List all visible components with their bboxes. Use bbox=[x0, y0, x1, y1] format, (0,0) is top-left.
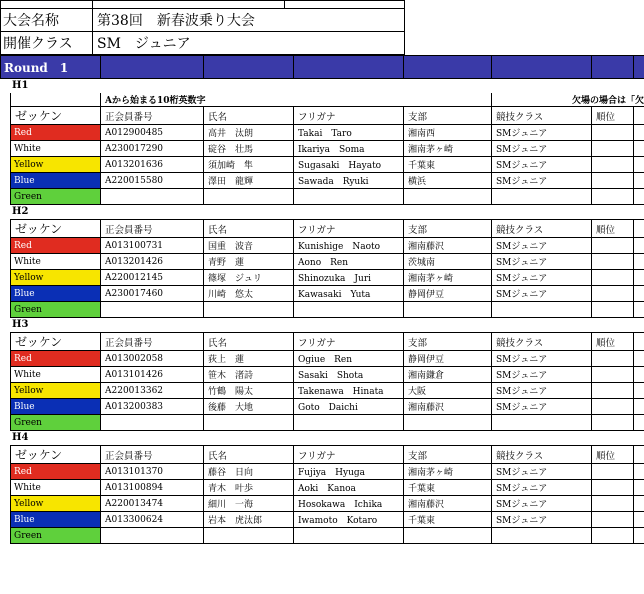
extra-cell bbox=[634, 480, 644, 496]
branch-cell bbox=[404, 302, 492, 318]
table-row bbox=[11, 399, 644, 415]
member-no-cell: A230017290 bbox=[101, 141, 204, 157]
table-row bbox=[11, 528, 644, 544]
name-cell bbox=[204, 528, 294, 544]
header-class: 競技クラス bbox=[492, 107, 592, 125]
table-row bbox=[11, 141, 644, 157]
branch-cell bbox=[404, 528, 492, 544]
member-no-cell: A013100894 bbox=[101, 480, 204, 496]
class-cell: SMジュニア bbox=[492, 141, 592, 157]
branch-cell: 湘南藤沢 bbox=[404, 496, 492, 512]
header-branch: 支部 bbox=[404, 446, 492, 464]
branch-cell: 横浜 bbox=[404, 173, 492, 189]
member-no-cell: A220015580 bbox=[101, 173, 204, 189]
table-row bbox=[11, 125, 644, 141]
class-cell: SMジュニア bbox=[492, 270, 592, 286]
zekken-red: Red bbox=[11, 464, 101, 480]
table-row bbox=[11, 415, 644, 431]
top-empty-cell-1 bbox=[1, 1, 93, 9]
furigana-cell: Fujiya Hyuga bbox=[294, 464, 404, 480]
class-cell bbox=[492, 302, 592, 318]
extra-cell bbox=[634, 189, 644, 205]
furigana-cell: Aoki Kanoa bbox=[294, 480, 404, 496]
name-cell: 後藤 大地 bbox=[204, 399, 294, 415]
header-name: 氏名 bbox=[204, 220, 294, 238]
class-cell: SMジュニア bbox=[492, 254, 592, 270]
branch-cell: 千葉東 bbox=[404, 157, 492, 173]
rank-cell bbox=[592, 512, 634, 528]
zekken-red: Red bbox=[11, 238, 101, 254]
branch-cell: 湘南西 bbox=[404, 125, 492, 141]
member-no-cell: A220013474 bbox=[101, 496, 204, 512]
class-cell: SMジュニア bbox=[492, 286, 592, 302]
class-cell: SMジュニア bbox=[492, 351, 592, 367]
table-row bbox=[11, 383, 644, 399]
event-name-label: 大会名称 bbox=[1, 9, 93, 32]
event-class-row bbox=[1, 32, 405, 55]
class-cell bbox=[492, 415, 592, 431]
zekken-green: Green bbox=[11, 528, 101, 544]
member-no-cell: A230017460 bbox=[101, 286, 204, 302]
table-row bbox=[11, 270, 644, 286]
member-no-cell bbox=[101, 528, 204, 544]
table-row bbox=[11, 512, 644, 528]
header-zekken: ゼッケン bbox=[11, 107, 101, 125]
name-cell: 須加崎 隼 bbox=[204, 157, 294, 173]
rank-cell bbox=[592, 173, 634, 189]
header-rank: 順位 bbox=[592, 107, 634, 125]
class-cell: SMジュニア bbox=[492, 512, 592, 528]
name-cell bbox=[204, 302, 294, 318]
branch-cell: 湘南藤沢 bbox=[404, 399, 492, 415]
member-no-cell: A013300624 bbox=[101, 512, 204, 528]
round-bar-cell bbox=[592, 56, 634, 79]
rank-cell bbox=[592, 125, 634, 141]
furigana-cell: Sasaki Shota bbox=[294, 367, 404, 383]
header-class: 競技クラス bbox=[492, 446, 592, 464]
class-cell: SMジュニア bbox=[492, 496, 592, 512]
rank-cell bbox=[592, 157, 634, 173]
name-cell: 岩本 虎汰郎 bbox=[204, 512, 294, 528]
extra-cell bbox=[634, 399, 644, 415]
table-row bbox=[11, 496, 644, 512]
header-branch: 支部 bbox=[404, 107, 492, 125]
extra-cell bbox=[634, 528, 644, 544]
furigana-cell bbox=[294, 415, 404, 431]
class-cell: SMジュニア bbox=[492, 238, 592, 254]
header-branch: 支部 bbox=[404, 220, 492, 238]
branch-cell: 静岡伊豆 bbox=[404, 351, 492, 367]
header-furigana: フリガナ bbox=[294, 220, 404, 238]
furigana-cell: Goto Daichi bbox=[294, 399, 404, 415]
heat-header-row bbox=[11, 107, 644, 125]
furigana-cell bbox=[294, 302, 404, 318]
name-cell: 藤谷 日向 bbox=[204, 464, 294, 480]
zekken-red: Red bbox=[11, 351, 101, 367]
member-no-cell: A220012145 bbox=[101, 270, 204, 286]
class-cell: SMジュニア bbox=[492, 464, 592, 480]
branch-cell: 湘南茅ヶ崎 bbox=[404, 464, 492, 480]
furigana-cell: Sugasaki Hayato bbox=[294, 157, 404, 173]
heat-label: H3 bbox=[12, 319, 29, 330]
rank-cell bbox=[592, 141, 634, 157]
heat-label: H2 bbox=[12, 206, 29, 217]
member-no-cell: A013101426 bbox=[101, 367, 204, 383]
rank-cell bbox=[592, 496, 634, 512]
table-row bbox=[11, 189, 644, 205]
zekken-blue: Blue bbox=[11, 286, 101, 302]
extra-cell bbox=[634, 286, 644, 302]
zekken-blue: Blue bbox=[11, 512, 101, 528]
rank-cell bbox=[592, 367, 634, 383]
zekken-yellow: Yellow bbox=[11, 383, 101, 399]
table-row bbox=[11, 286, 644, 302]
rank-cell bbox=[592, 383, 634, 399]
branch-cell bbox=[404, 189, 492, 205]
table-row bbox=[11, 157, 644, 173]
table-row bbox=[11, 464, 644, 480]
header-member-no: 正会員番号 bbox=[101, 107, 204, 125]
class-cell: SMジュニア bbox=[492, 157, 592, 173]
zekken-white: White bbox=[11, 254, 101, 270]
extra-cell bbox=[634, 270, 644, 286]
heat-table bbox=[10, 332, 644, 431]
rank-cell bbox=[592, 286, 634, 302]
member-no-cell bbox=[101, 302, 204, 318]
extra-cell bbox=[634, 141, 644, 157]
heat-label: H1 bbox=[12, 80, 29, 91]
extra-cell bbox=[634, 415, 644, 431]
member-no-cell: A012900485 bbox=[101, 125, 204, 141]
rank-cell bbox=[592, 270, 634, 286]
branch-cell: 湘南藤沢 bbox=[404, 238, 492, 254]
furigana-cell: Shinozuka Juri bbox=[294, 270, 404, 286]
member-no-cell bbox=[101, 415, 204, 431]
zekken-white: White bbox=[11, 141, 101, 157]
extra-cell bbox=[634, 367, 644, 383]
header-name: 氏名 bbox=[204, 107, 294, 125]
top-empty-cell-2 bbox=[93, 1, 285, 9]
rank-cell bbox=[592, 415, 634, 431]
extra-cell bbox=[634, 254, 644, 270]
round-bar bbox=[0, 55, 644, 79]
top-empty-cell-3 bbox=[285, 1, 405, 9]
event-class-label: 開催クラス bbox=[1, 32, 93, 55]
zekken-white: White bbox=[11, 480, 101, 496]
class-cell: SMジュニア bbox=[492, 383, 592, 399]
branch-cell: 静岡伊豆 bbox=[404, 286, 492, 302]
furigana-cell: Hosokawa Ichika bbox=[294, 496, 404, 512]
header-class: 競技クラス bbox=[492, 220, 592, 238]
round-bar-cell bbox=[404, 56, 492, 79]
branch-cell: 湘南茅ヶ崎 bbox=[404, 270, 492, 286]
class-cell: SMジュニア bbox=[492, 399, 592, 415]
rank-cell bbox=[592, 302, 634, 318]
rank-cell bbox=[592, 399, 634, 415]
round-label: Round 1 bbox=[1, 56, 101, 79]
zekken-red: Red bbox=[11, 125, 101, 141]
header-branch: 支部 bbox=[404, 333, 492, 351]
extra-cell bbox=[634, 512, 644, 528]
header-rank: 順位 bbox=[592, 333, 634, 351]
rank-cell bbox=[592, 464, 634, 480]
furigana-cell: Aono Ren bbox=[294, 254, 404, 270]
top-border-row bbox=[1, 1, 405, 9]
name-cell: 細川 一海 bbox=[204, 496, 294, 512]
name-cell bbox=[204, 189, 294, 205]
rank-cell bbox=[592, 480, 634, 496]
name-cell: 国重 波音 bbox=[204, 238, 294, 254]
round-bar-cell bbox=[294, 56, 404, 79]
event-class-value: SM ジュニア bbox=[93, 32, 405, 55]
class-cell: SMジュニア bbox=[492, 480, 592, 496]
header-furigana: フリガナ bbox=[294, 333, 404, 351]
member-no-cell: A013101370 bbox=[101, 464, 204, 480]
class-cell: SMジュニア bbox=[492, 367, 592, 383]
header-furigana: フリガナ bbox=[294, 446, 404, 464]
name-cell: 青木 叶歩 bbox=[204, 480, 294, 496]
table-row bbox=[11, 480, 644, 496]
member-no-cell: A013200383 bbox=[101, 399, 204, 415]
event-info-table bbox=[0, 0, 405, 55]
rank-cell bbox=[592, 351, 634, 367]
rank-cell bbox=[592, 528, 634, 544]
table-row bbox=[11, 367, 644, 383]
table-row bbox=[11, 173, 644, 189]
table-row bbox=[11, 238, 644, 254]
name-cell bbox=[204, 415, 294, 431]
heat-table bbox=[10, 219, 644, 318]
heat-header-row bbox=[11, 220, 644, 238]
furigana-cell: Kawasaki Yuta bbox=[294, 286, 404, 302]
zekken-green: Green bbox=[11, 415, 101, 431]
header-extra bbox=[634, 446, 644, 464]
extra-cell bbox=[634, 383, 644, 399]
header-zekken: ゼッケン bbox=[11, 333, 101, 351]
heat-table bbox=[10, 445, 644, 544]
rank-cell bbox=[592, 189, 634, 205]
branch-cell: 湘南茅ヶ崎 bbox=[404, 141, 492, 157]
extra-cell bbox=[634, 125, 644, 141]
event-name-value: 第38回 新春波乗り大会 bbox=[93, 9, 405, 32]
class-cell: SMジュニア bbox=[492, 173, 592, 189]
member-no-cell: A220013362 bbox=[101, 383, 204, 399]
branch-cell: 千葉東 bbox=[404, 480, 492, 496]
extra-cell bbox=[634, 302, 644, 318]
table-row bbox=[11, 302, 644, 318]
header-zekken: ゼッケン bbox=[11, 220, 101, 238]
heats-container bbox=[0, 79, 644, 544]
class-cell: SMジュニア bbox=[492, 125, 592, 141]
header-furigana: フリガナ bbox=[294, 107, 404, 125]
zekken-green: Green bbox=[11, 302, 101, 318]
zekken-blue: Blue bbox=[11, 173, 101, 189]
branch-cell: 湘南鎌倉 bbox=[404, 367, 492, 383]
heat-table bbox=[10, 93, 644, 205]
furigana-cell: Sawada Ryuki bbox=[294, 173, 404, 189]
header-name: 氏名 bbox=[204, 446, 294, 464]
header-zekken: ゼッケン bbox=[11, 446, 101, 464]
heat-label: H4 bbox=[12, 432, 29, 443]
branch-cell: 茨城南 bbox=[404, 254, 492, 270]
extra-cell bbox=[634, 173, 644, 189]
zekken-blue: Blue bbox=[11, 399, 101, 415]
header-member-no: 正会員番号 bbox=[101, 220, 204, 238]
round-bar-cell bbox=[634, 56, 644, 79]
class-cell bbox=[492, 528, 592, 544]
header-extra bbox=[634, 107, 644, 125]
name-cell: 澤田 龍輝 bbox=[204, 173, 294, 189]
member-no-cell: A013201426 bbox=[101, 254, 204, 270]
header-rank: 順位 bbox=[592, 220, 634, 238]
name-cell: 碇谷 壮馬 bbox=[204, 141, 294, 157]
note-spacer bbox=[11, 93, 101, 107]
zekken-green: Green bbox=[11, 189, 101, 205]
member-no-cell bbox=[101, 189, 204, 205]
member-no-cell: A013002058 bbox=[101, 351, 204, 367]
member-no-cell: A013201636 bbox=[101, 157, 204, 173]
extra-cell bbox=[634, 496, 644, 512]
name-cell: 竹鶴 陽太 bbox=[204, 383, 294, 399]
name-cell: 高井 汰朗 bbox=[204, 125, 294, 141]
branch-cell: 千葉東 bbox=[404, 512, 492, 528]
name-cell: 篠塚 ジュリ bbox=[204, 270, 294, 286]
branch-cell bbox=[404, 415, 492, 431]
furigana-cell: Iwamoto Kotaro bbox=[294, 512, 404, 528]
absence-note: 欠場の場合は「欠 bbox=[492, 93, 644, 107]
furigana-cell: Ikariya Soma bbox=[294, 141, 404, 157]
class-cell bbox=[492, 189, 592, 205]
round-bar-cell bbox=[204, 56, 294, 79]
branch-cell: 大阪 bbox=[404, 383, 492, 399]
name-cell: 川崎 悠太 bbox=[204, 286, 294, 302]
extra-cell bbox=[634, 464, 644, 480]
furigana-cell: Ogiue Ren bbox=[294, 351, 404, 367]
round-bar-cell bbox=[101, 56, 204, 79]
round-bar-cell bbox=[492, 56, 592, 79]
furigana-cell: Kunishige Naoto bbox=[294, 238, 404, 254]
header-class: 競技クラス bbox=[492, 333, 592, 351]
header-extra bbox=[634, 220, 644, 238]
furigana-cell bbox=[294, 189, 404, 205]
zekken-yellow: Yellow bbox=[11, 270, 101, 286]
furigana-cell: Takenawa Hinata bbox=[294, 383, 404, 399]
table-row bbox=[11, 254, 644, 270]
extra-cell bbox=[634, 157, 644, 173]
header-extra bbox=[634, 333, 644, 351]
zekken-yellow: Yellow bbox=[11, 496, 101, 512]
event-name-row bbox=[1, 9, 405, 32]
header-name: 氏名 bbox=[204, 333, 294, 351]
extra-cell bbox=[634, 351, 644, 367]
heat-header-row bbox=[11, 446, 644, 464]
furigana-cell: Takai Taro bbox=[294, 125, 404, 141]
rank-cell bbox=[592, 254, 634, 270]
zekken-yellow: Yellow bbox=[11, 157, 101, 173]
header-member-no: 正会員番号 bbox=[101, 333, 204, 351]
name-cell: 荻上 蓮 bbox=[204, 351, 294, 367]
name-cell: 青野 蓮 bbox=[204, 254, 294, 270]
table-row bbox=[11, 351, 644, 367]
header-rank: 順位 bbox=[592, 446, 634, 464]
rank-cell bbox=[592, 238, 634, 254]
member-no-cell: A013100731 bbox=[101, 238, 204, 254]
furigana-cell bbox=[294, 528, 404, 544]
heat-header-row bbox=[11, 333, 644, 351]
header-member-no: 正会員番号 bbox=[101, 446, 204, 464]
extra-cell bbox=[634, 238, 644, 254]
member-no-note: Aから始まる10桁英数字 bbox=[101, 93, 492, 107]
name-cell: 笹木 渚詩 bbox=[204, 367, 294, 383]
heat1-note-row bbox=[11, 93, 644, 107]
zekken-white: White bbox=[11, 367, 101, 383]
